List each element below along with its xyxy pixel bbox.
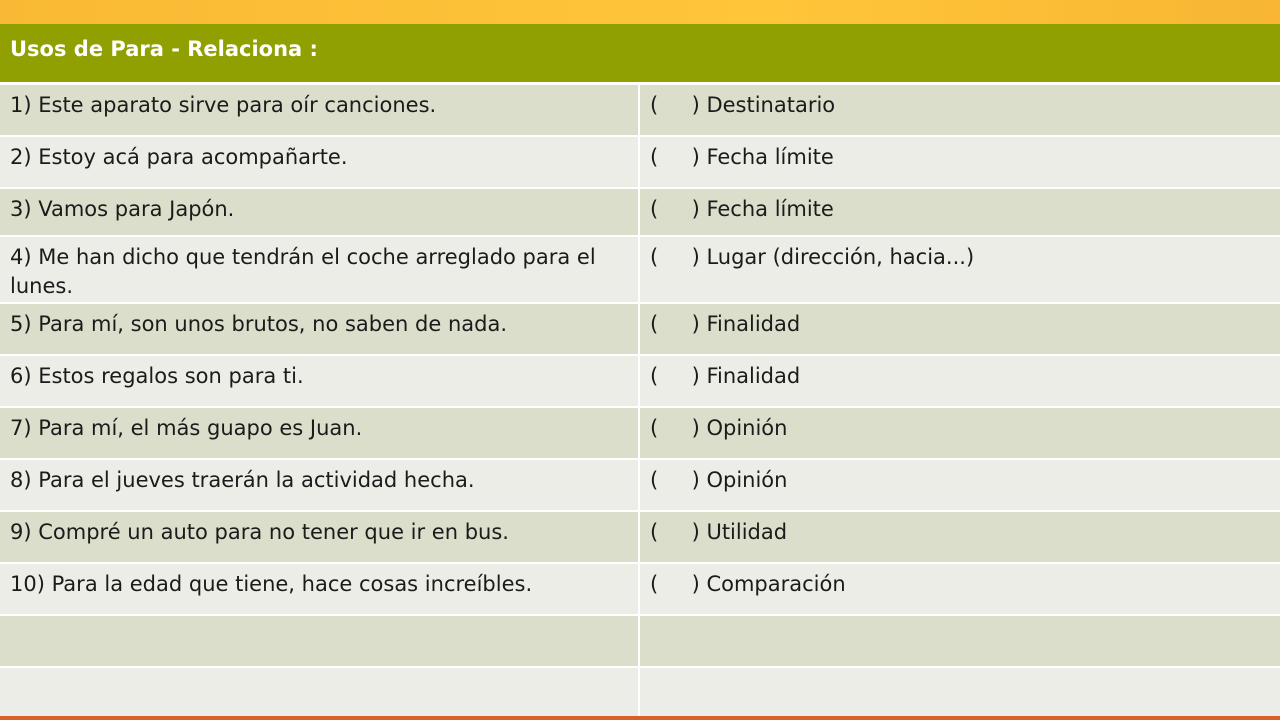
top-decorative-band — [0, 0, 1280, 24]
table-row — [0, 303, 1280, 355]
option-cell — [639, 355, 1280, 407]
empty-table-row — [0, 615, 1280, 667]
table-row — [0, 136, 1280, 188]
option-cell — [639, 136, 1280, 188]
bottom-decorative-line — [0, 716, 1280, 720]
option-cell — [639, 236, 1280, 303]
option-label: Lugar (dirección, hacia...) — [706, 244, 975, 269]
answer-blank: ( ) — [650, 311, 700, 336]
answer-blank: ( ) — [650, 93, 700, 117]
option-label: Comparación — [706, 571, 846, 596]
option-label: Finalidad — [706, 363, 801, 388]
option-label: Destinatario — [706, 93, 836, 117]
table-title: Usos de Para - Relaciona : — [0, 24, 1280, 84]
table-row — [0, 563, 1280, 615]
sentence-cell: 4) Me han dicho que tendrán el coche arreglado para el lunes. — [0, 236, 639, 303]
empty-table-row — [0, 667, 1280, 719]
option-label: Opinión — [706, 467, 788, 492]
sentence-cell: 1) Este aparato sirve para oír canciones. — [0, 84, 639, 136]
sentence-cell: 5) Para mí, son unos brutos, no saben de nada. — [0, 303, 639, 355]
sentence-cell: 8) Para el jueves traerán la actividad hecha. — [0, 459, 639, 511]
option-label: Utilidad — [706, 519, 788, 544]
option-cell — [639, 511, 1280, 563]
table-row — [0, 407, 1280, 459]
sentence-cell: 2) Estoy acá para acompañarte. — [0, 136, 639, 188]
answer-blank: ( ) — [650, 571, 700, 596]
answer-blank: ( ) — [650, 467, 700, 492]
option-label: Fecha límite — [706, 196, 834, 221]
sentence-cell: 10) Para la edad que tiene, hace cosas increíbles. — [0, 563, 639, 615]
empty-cell — [0, 615, 639, 667]
option-label: Opinión — [706, 415, 788, 440]
empty-cell — [639, 667, 1280, 719]
table-row — [0, 188, 1280, 236]
answer-blank: ( ) — [650, 144, 700, 169]
option-cell — [639, 407, 1280, 459]
option-label: Finalidad — [706, 311, 801, 336]
option-cell — [639, 84, 1280, 136]
table-row — [0, 84, 1280, 136]
answer-blank: ( ) — [650, 519, 700, 544]
answer-blank: ( ) — [650, 244, 700, 269]
sentence-cell: 7) Para mí, el más guapo es Juan. — [0, 407, 639, 459]
option-cell — [639, 459, 1280, 511]
sentence-cell: 3) Vamos para Japón. — [0, 188, 639, 236]
exercise-table — [0, 24, 1280, 720]
sentence-cell: 9) Compré un auto para no tener que ir en bus. — [0, 511, 639, 563]
empty-cell — [639, 615, 1280, 667]
table-row — [0, 459, 1280, 511]
answer-blank: ( ) — [650, 363, 700, 388]
table-row — [0, 511, 1280, 563]
empty-cell — [0, 667, 639, 719]
table-header-row — [0, 24, 1280, 84]
option-cell — [639, 303, 1280, 355]
table-row — [0, 355, 1280, 407]
option-label: Fecha límite — [706, 144, 834, 169]
sentence-cell: 6) Estos regalos son para ti. — [0, 355, 639, 407]
answer-blank: ( ) — [650, 196, 700, 221]
option-cell — [639, 188, 1280, 236]
option-cell — [639, 563, 1280, 615]
table-row — [0, 236, 1280, 303]
answer-blank: ( ) — [650, 415, 700, 440]
